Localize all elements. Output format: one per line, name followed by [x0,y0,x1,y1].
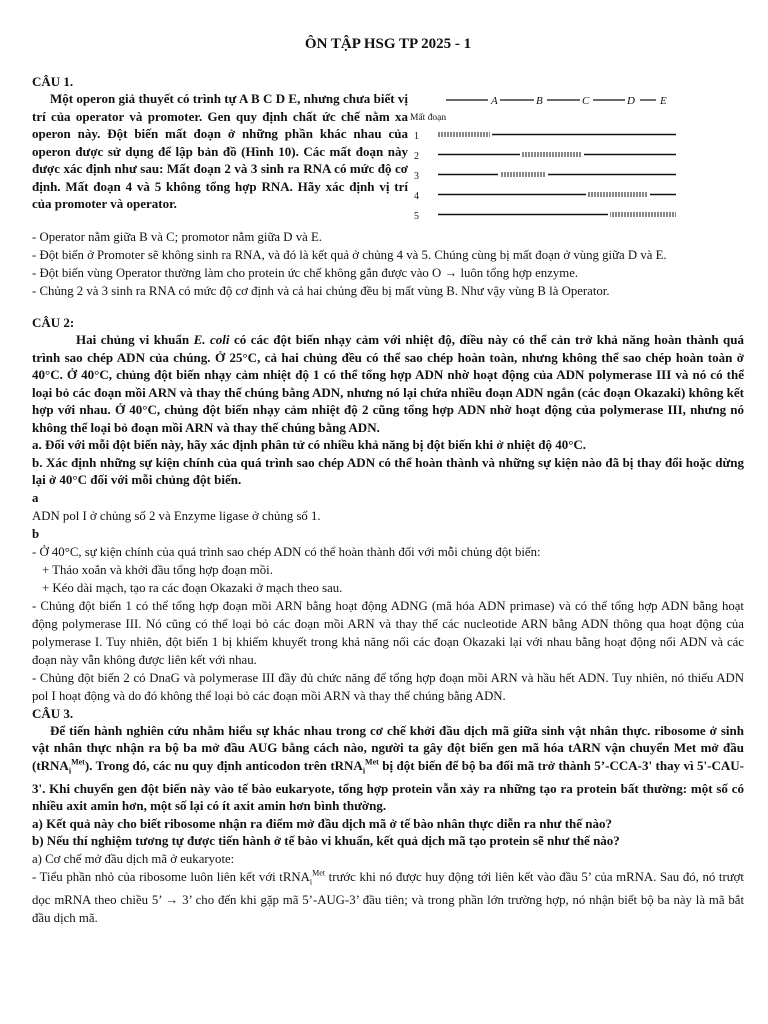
document-page [32,36,744,927]
deletion-row-label: Mất đoạn [410,113,447,123]
q2-prompt: Hai chủng vi khuẩn E. coli có các đột biến nhạy cảm với nhiệt độ, điều này có thể cản trở khả năng hoàn thành quá trình sao chép ADN của chúng. Ở 25°C, cả hai chủng đều có thể sao chép hoàn toàn, nhưng không thể sao chép hoàn toàn ở 40°C. Ở 40°C, chủng đột biến nhạy cảm nhiệt độ 1 có thể tổng hợp ADN nhờ hoạt động của ADN polymerase III và nó có thể loại bỏ các đoạn mồi ARN và thay thế chúng bằng ADN, nhưng nó lại chứa nhiều đoạn ADN ngắn (các đoạn Okazaki) không kết hợp với nhau. Ở 40°C, chủng đột biến nhạy cảm nhiệt độ 2 cũng tổng hợp ADN nhờ hoạt động của polymerase III, nhưng nó không thể loại bỏ đoạn mồi ARN và thay thế chúng bằng ADN. [32,332,744,435]
q1-row [32,90,744,228]
deletion-map-svg [408,90,748,228]
q2-answer-b-4: - Chủng đột biến 1 có thể tổng hợp đoạn mồi ARN bằng hoạt động ADNG (mã hóa ADN primase) và có thể tổng hợp ADN bằng hoạt động polymerase III. Nó cũng có thể loại bỏ các đoạn mồi ARN và thay thế các nucleotide ARN bằng ADN thông qua hoạt động của polymerase I. Tuy nhiên, đột biến 1 bị khiếm khuyết trong khả năng nối các đoạn Okazaki lại với nhau bằng hoạt động nối ADN và các đoạn này vẫn không được liên kết với nhau. [32,598,744,667]
q2-answer-b-1: - Ở 40°C, sự kiện chính của quá trình sao chép ADN có thể hoàn thành đối với mỗi chủng đột biến: [32,544,541,559]
gene-label-d: D [627,95,635,107]
q1-prompt: Một operon giả thuyết có trình tự A B C D E, nhưng chưa biết vị trí của operator và promoter. Gen quy định chất ức chế nằm xa operon này. Đột biến mất đoạn ở những phần khác nhau của operon được sử dụng để lập bản đồ (Hình 10). Các mất đoạn này được xác định như sau: Mất đoạn 2 và 3 sinh ra RNA có mức độ cơ định. Mất đoạn 4 và 5 không tổng hợp RNA. Hãy xác định vị trí của promoter và operator. [32,91,408,211]
q1-answer-1: - Operator nằm giữa B và C; promotor nằm giữa D và E. [32,230,322,244]
q1-answer-2: - Đột biến ở Promoter sẽ không sinh ra RNA, và đó là kết quả ở chủng 4 và 5. Chúng cùng bị mất đoạn ở vùng giữa D và E. [32,248,667,262]
q2-answer-b-2: + Tháo xoắn và khởi đầu tổng hợp đoạn mồi. [42,562,273,577]
q3-heading: CÂU 3. [32,705,74,721]
q2-answer-a-label: a [32,490,39,505]
q2-part-b: b. Xác định những sự kiện chính của quá trình sao chép ADN có thể hoàn thành và những sự kiện nào đã bị thay đổi hoặc dừng lại ở 40°C đối với mỗi chủng đột biến. [32,454,744,487]
deletion-number-3: 3 [414,171,419,182]
page-title: ÔN TẬP HSG TP 2025 - 1 [304,36,472,52]
deletion-bar-5 [438,212,676,217]
q1-heading: CÂU 1. [32,74,74,89]
q2-answer-b-label: b [32,526,40,541]
q3-part-b: b) Nếu thí nghiệm tương tự được tiến hành ở tế bào vi khuẩn, kết quả dịch mã tạo protein sẽ như thế nào? [32,833,620,849]
q2-answer-a: ADN pol I ở chủng số 2 và Enzyme ligase ở chủng số 1. [32,508,321,523]
q2-answer-b-5: - Chủng đột biến 2 có DnaG và polymerase III đầy đủ chức năng để tổng hợp đoạn mồi ARN và hầu hết ADN. Tuy nhiên, nó thiếu ADN pol I hoạt động và do đó không thể loại bỏ các đoạn mồi ARN và thay thế chúng bằng ADN. [32,670,744,703]
q3-part-a: a) Kết quả này cho biết ribosome nhận ra điểm mở đầu dịch mã ở tế bào nhân thực diễn ra như thế nào? [32,815,613,831]
q3-answer-a-body: - Tiểu phần nhỏ của ribosome luôn liên kết với tRNA$_i^{Met}$ trước khi nó được huy động tới liên kết vào đầu 5’ của mRNA. Sau đó, nó trượt dọc mRNA theo chiều 5’ → 3’ cho đến khi gặp mã 5’-AUG-3’ đầu tiên; và trong phần lớn trường hợp, nó nhận biết bộ ba này là mã bắt đầu dịch mã. [32,868,744,926]
gene-label-e: E [660,95,667,107]
deletion-number-2: 2 [414,151,419,162]
deletion-map-figure [408,90,744,228]
deletion-number-5: 5 [414,211,419,222]
gene-label-b: B [536,95,543,107]
deletion-bar-2 [438,152,676,157]
gene-label-a: A [491,95,498,107]
q2-part-a: a. Đối với mỗi đột biến này, hãy xác định phân tử có nhiều khả năng bị đột biến khi ở nhiệt độ 40°C. [32,437,587,452]
deletion-bar-4 [438,192,676,197]
q1-answer-4: - Chủng 2 và 3 sinh ra RNA có mức độ cơ định và cả hai chủng đều bị mất vùng B. Như vậy vùng B là Operator. [32,284,610,298]
gene-label-c: C [582,95,590,107]
q2-heading: CÂU 2: [32,315,75,330]
q2-answer-b-3: + Kéo dài mạch, tạo ra các đoạn Okazaki ở mạch theo sau. [42,580,343,595]
deletion-bar-1 [438,132,676,137]
deletion-bar-3 [438,172,676,177]
deletion-number-4: 4 [414,191,419,202]
deletion-number-1: 1 [414,131,419,142]
q1-answer-3: - Đột biến vùng Operator thường làm cho protein ức chế không gắn được vào O → luôn tổng hợp enzyme. [32,266,579,280]
q3-answer-a-head: a) Cơ chế mở đầu dịch mã ở eukaryote: [32,851,235,866]
q3-prompt: Để tiến hành nghiên cứu nhằm hiểu sự khác nhau trong cơ chế khởi đầu dịch mã giữa sinh vật nhân thực. ribosome ở sinh vật nhân thực nhận ra bộ ba mở đầu AUG bằng cách nào, người ta gây đột biến gen mã hóa tARN vận chuyển Met mở đầu (tRNA$_i^{Met}$). Trong đó, các nu quy định anticodon trên tRNA$_i^{Met}$ bị đột biến để bộ ba đối mã trở thành 5’-CCA-3' thay vì 5'-CAU-3'. Khi chuyển gen đột biến này vào tế bào eukaryote, tổng hợp protein vẫn xảy ra những tạo ra protein bất thường: một số có nhiều axit amin hơn, một số lại có ít axit amin hơn bình thường. [32,722,744,814]
